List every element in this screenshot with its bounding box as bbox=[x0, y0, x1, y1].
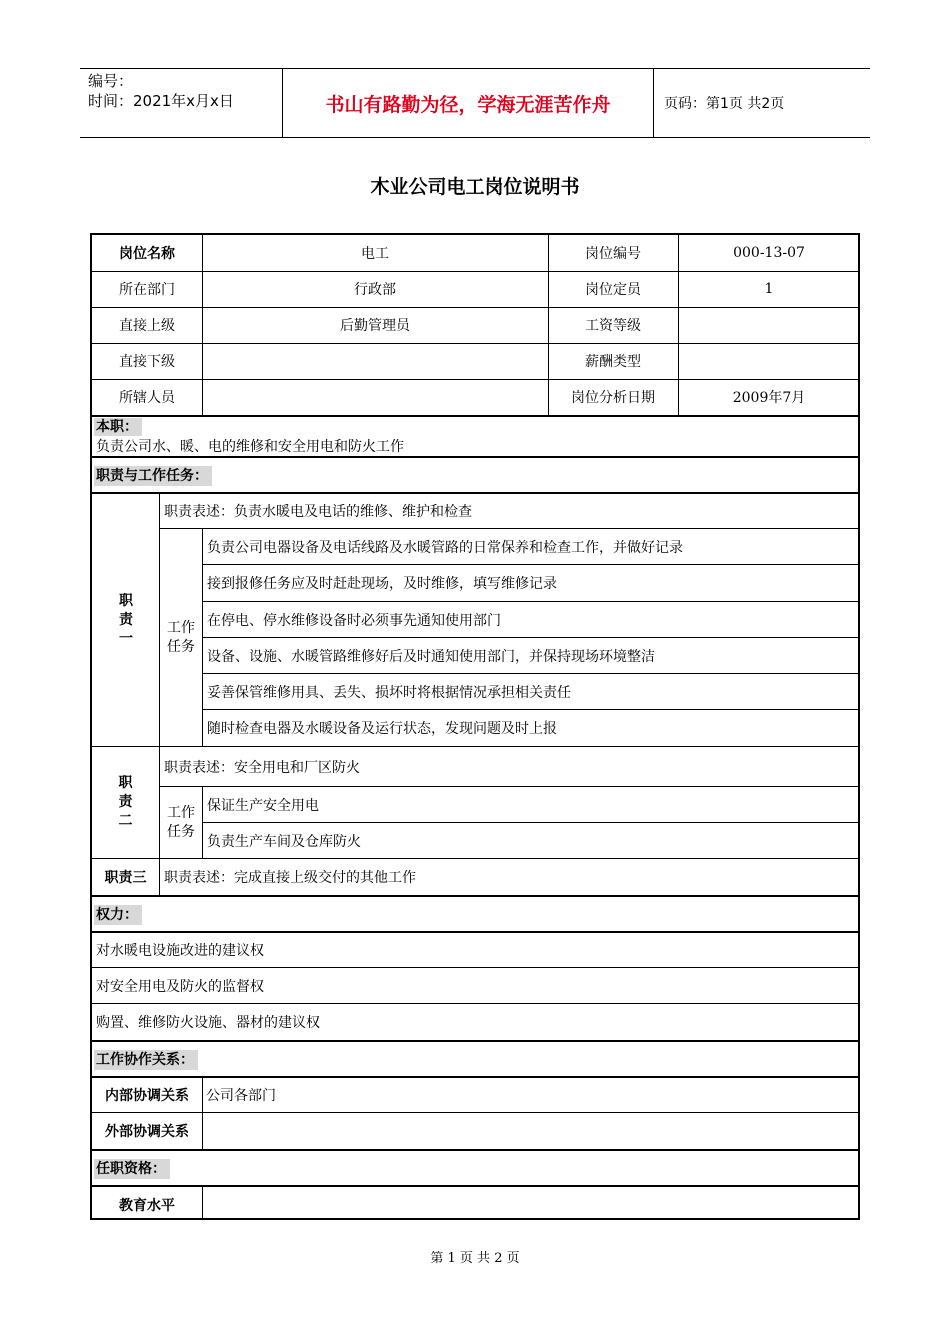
number-label: 编号： bbox=[88, 72, 134, 90]
basic-r1-label: 岗位名称 bbox=[119, 246, 175, 262]
document-header bbox=[80, 68, 870, 138]
page-footer: 第 1 页 共 2 页 bbox=[430, 1251, 520, 1266]
basic-r5-label2: 岗位分析日期 bbox=[571, 390, 655, 406]
external-relations-label: 外部协调关系 bbox=[105, 1124, 189, 1140]
basic-r3-value2 bbox=[678, 307, 860, 343]
relations-label: 工作协作关系： bbox=[94, 1050, 198, 1070]
basic-r3-value: 后勤管理员 bbox=[340, 318, 410, 334]
internal-relations-value: 公司各部门 bbox=[206, 1088, 276, 1104]
education-label: 教育水平 bbox=[119, 1197, 175, 1214]
basic-r2-label2: 岗位定员 bbox=[585, 282, 641, 298]
header-left bbox=[80, 69, 282, 137]
basic-r1-value: 电工 bbox=[361, 246, 389, 262]
duty3-desc: 职责表述：完成直接上级交付的其他工作 bbox=[164, 870, 416, 886]
page-info: 页码：第1页 共2页 bbox=[664, 96, 785, 112]
duty2-task-2: 负责生产车间及仓库防火 bbox=[207, 833, 361, 850]
duty1-task-3: 在停电、停水维修设备时必须事先通知使用部门 bbox=[207, 612, 501, 629]
duty1-task-label bbox=[160, 529, 202, 746]
duty1-name-text: 职责一 bbox=[119, 592, 133, 647]
external-relations-value bbox=[202, 1113, 860, 1149]
duty1-task-5: 妥善保管维修用具、丢失、损坏时将根据情况承担相关责任 bbox=[207, 684, 571, 701]
duty3-name: 职责三 bbox=[104, 870, 147, 886]
basic-r4-value2 bbox=[678, 343, 860, 379]
basic-r3-label2: 工资等级 bbox=[585, 318, 641, 334]
basic-r2-label: 所在部门 bbox=[119, 282, 175, 298]
duty2-task-1: 保证生产安全用电 bbox=[207, 797, 319, 814]
duty2-desc: 职责表述：安全用电和厂区防火 bbox=[164, 759, 360, 776]
duty1-task-6: 随时检查电器及水暖设备及运行状态，发现问题及时上报 bbox=[207, 721, 557, 737]
time-label: 时间：2021年x月x日 bbox=[88, 92, 234, 110]
basic-r1-label2: 岗位编号 bbox=[585, 246, 641, 262]
basic-r1-value2: 000-13-07 bbox=[733, 245, 805, 261]
authority-label: 权力： bbox=[94, 905, 142, 925]
duty1-name bbox=[92, 494, 160, 746]
duty2-task-label bbox=[160, 787, 202, 858]
duty1-task-2: 接到报修任务应及时赶赴现场，及时维修，填写维修记录 bbox=[207, 576, 557, 592]
duty2-name bbox=[92, 747, 159, 858]
authority-item-3: 购置、维修防火设施、器材的建议权 bbox=[96, 1015, 320, 1031]
duty1-task-label-text: 工作任务 bbox=[167, 619, 195, 655]
page-title: 木业公司电工岗位说明书 bbox=[370, 176, 580, 198]
basic-r4-label2: 薪酬类型 bbox=[585, 354, 641, 370]
qualifications-label: 任职资格： bbox=[94, 1159, 170, 1179]
basic-r5-label: 所辖人员 bbox=[119, 390, 175, 406]
internal-relations-label: 内部协调关系 bbox=[105, 1088, 189, 1104]
basic-r3-label: 直接上级 bbox=[119, 318, 175, 334]
basic-r2-value: 行政部 bbox=[354, 282, 396, 298]
basic-r5-value2: 2009年7月 bbox=[732, 390, 806, 406]
motto: 书山有路勤为径，学海无涯苦作舟 bbox=[282, 69, 654, 137]
job-description-table bbox=[90, 233, 860, 1220]
duty2-name-text: 职责二 bbox=[118, 775, 133, 829]
authority-item-2: 对安全用电及防火的监督权 bbox=[96, 978, 264, 995]
basic-r5-value bbox=[202, 379, 548, 415]
duty1-task-1: 负责公司电器设备及电话线路及水暖管路的日常保养和检查工作，并做好记录 bbox=[207, 539, 683, 556]
education-value bbox=[202, 1187, 860, 1220]
duty1-desc: 职责表述：负责水暖电及电话的维修、维护和检查 bbox=[164, 504, 472, 520]
duties-label: 职责与工作任务： bbox=[94, 466, 212, 486]
basic-r2-value2: 1 bbox=[764, 281, 774, 297]
duty2-task-label-text: 工作任务 bbox=[167, 804, 195, 840]
authority-item-1: 对水暖电设施改进的建议权 bbox=[96, 943, 264, 959]
duty1-task-4: 设备、设施、水暖管路维修好后及时通知使用部门，并保持现场环境整洁 bbox=[207, 648, 655, 665]
main-duty-text: 负责公司水、暖、电的维修和安全用电和防火工作 bbox=[96, 439, 404, 455]
basic-r4-label: 直接下级 bbox=[119, 354, 175, 370]
main-duty-label: 本职： bbox=[94, 418, 142, 436]
basic-r4-value bbox=[202, 343, 548, 379]
